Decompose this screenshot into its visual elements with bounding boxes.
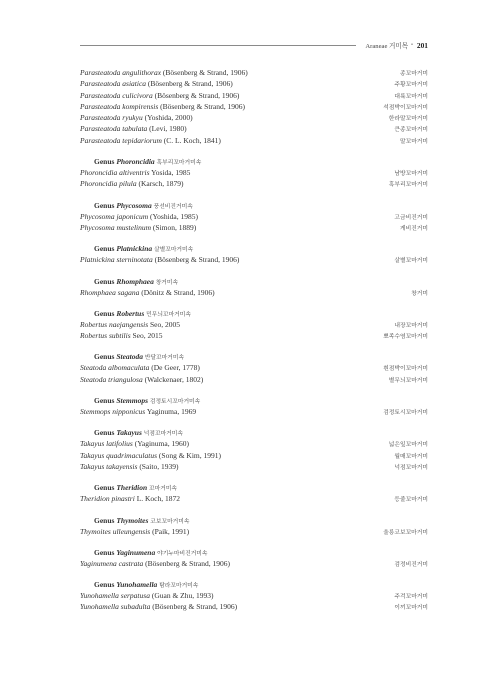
genus-korean-name: 탐라꼬마거미속 xyxy=(159,583,199,590)
species-row xyxy=(80,450,428,461)
species-name: Takayus takayensis xyxy=(80,461,138,471)
genus-label: Genus xyxy=(94,276,115,286)
species-korean-name: 게비진거미 xyxy=(400,225,428,232)
species-name: Thymoites ulleungensis xyxy=(80,526,151,536)
species-korean-name: 주걱꼬마거미 xyxy=(394,594,428,601)
species-name: Phoroncidia altiventris xyxy=(80,168,150,178)
genus-name: Takayus xyxy=(116,428,142,438)
genus-heading xyxy=(80,308,428,319)
genus-label: Genus xyxy=(94,352,115,362)
species-row xyxy=(80,90,428,101)
species-author: (Levi, 1980) xyxy=(149,124,187,134)
species-korean-name: 말꼬마거미 xyxy=(400,138,428,145)
species-scientific xyxy=(80,374,203,385)
species-scientific xyxy=(80,67,248,78)
species-row xyxy=(80,101,428,112)
species-scientific xyxy=(80,362,200,373)
genus-heading xyxy=(80,351,428,362)
genus-label: Genus xyxy=(94,200,115,210)
species-scientific xyxy=(80,330,163,341)
species-korean-name: 넓은잎꼬마거미 xyxy=(388,442,428,449)
species-korean-name: 내장꼬마거미 xyxy=(394,322,428,329)
species-row xyxy=(80,211,428,222)
genus-label: Genus xyxy=(94,547,115,557)
species-korean-name: 남방꼬마거미 xyxy=(394,171,428,178)
species-author: (Simon, 1889) xyxy=(152,222,197,232)
genus-heading xyxy=(80,547,428,558)
species-author: Seo, 2015 xyxy=(132,331,163,341)
species-korean-name: 넉점꼬마거미 xyxy=(394,464,428,471)
genus-name: Stemmops xyxy=(116,396,148,406)
species-scientific xyxy=(80,254,239,265)
species-name: Steatoda triangulosa xyxy=(80,374,143,384)
species-author: (C. L. Koch, 1841) xyxy=(163,135,221,145)
genus-korean-name: 창거미속 xyxy=(155,279,179,286)
genus-korean-name: 검정토시꼬마거미속 xyxy=(149,399,201,406)
species-author: (Bösenberg & Strand, 1906) xyxy=(154,255,240,265)
species-korean-name: 대륙꼬마거미 xyxy=(394,93,428,100)
species-name: Takayus latifolius xyxy=(80,439,133,449)
species-row xyxy=(80,135,428,146)
species-author: (Dönitz & Strand, 1906) xyxy=(141,287,215,297)
header-rule xyxy=(80,45,356,46)
genus-block xyxy=(80,200,428,234)
species-korean-name: 석점박이꼬마거미 xyxy=(383,104,428,111)
species-author: (Bösenberg & Strand, 1906) xyxy=(160,101,245,111)
species-korean-name: 월매꼬마거미 xyxy=(394,453,428,460)
species-author: (Song & Kim, 1991) xyxy=(158,450,221,460)
species-name: Takayus quadrimaculatus xyxy=(80,450,158,460)
genus-label: Genus xyxy=(94,580,115,590)
species-name: Phoroncidia pilula xyxy=(80,179,137,189)
genus-label: Genus xyxy=(94,157,115,167)
species-name: Parasteatoda kompirensis xyxy=(80,101,159,111)
species-scientific xyxy=(80,601,237,612)
species-scientific xyxy=(80,101,245,112)
species-name: Yaginumena castrata xyxy=(80,558,144,568)
genus-korean-name: 살별꼬마거미속 xyxy=(154,247,194,254)
genus-name: Platnickina xyxy=(116,244,153,254)
genus-korean-name: 꼬마거미속 xyxy=(149,486,178,493)
genus-block xyxy=(80,515,428,537)
species-row xyxy=(80,438,428,449)
species-scientific xyxy=(80,450,221,461)
species-row xyxy=(80,493,428,504)
species-korean-name: 고금비진거미 xyxy=(394,214,428,221)
genus-block xyxy=(80,427,428,472)
genus-block xyxy=(80,395,428,417)
species-name: Rhomphaea sagana xyxy=(80,287,140,297)
genus-block xyxy=(80,482,428,504)
species-row xyxy=(80,222,428,233)
species-author: L. Koch, 1872 xyxy=(136,494,181,504)
species-korean-name: 흰점박이꼬마거미 xyxy=(383,366,428,373)
species-row xyxy=(80,461,428,472)
species-korean-name: 뾰족수염꼬마거미 xyxy=(383,334,428,341)
species-author: (Bösenberg & Strand, 1906) xyxy=(162,68,248,77)
species-name: Stemmops nipponicus xyxy=(80,407,146,417)
species-korean-name: 등줄꼬마거미 xyxy=(394,497,428,504)
genus-name: Rhomphaea xyxy=(116,276,154,286)
genus-korean-name: 반달꼬마거미속 xyxy=(144,355,185,362)
species-name: Theridion pinastri xyxy=(80,494,135,504)
genus-label: Genus xyxy=(94,308,115,318)
genus-block xyxy=(80,351,428,385)
species-korean-name: 울릉코보꼬마거미 xyxy=(383,529,428,536)
species-row xyxy=(80,362,428,373)
genus-name: Robertus xyxy=(116,308,145,318)
species-author: (Walckenaer, 1802) xyxy=(144,374,204,384)
species-row xyxy=(80,590,428,601)
species-scientific xyxy=(80,222,196,233)
genus-heading xyxy=(80,243,428,254)
genus-heading xyxy=(80,482,428,493)
genus-korean-name: 혹부리꼬마거미속 xyxy=(156,160,202,167)
species-scientific xyxy=(80,167,190,178)
species-author: (Bösenberg & Strand, 1906) xyxy=(154,90,240,100)
species-name: Parasteatoda culicivora xyxy=(80,90,153,100)
species-scientific xyxy=(80,135,221,146)
species-name: Yunohamella subadulta xyxy=(80,602,151,612)
species-name: Parasteatoda tabulata xyxy=(80,124,148,134)
species-author: (Bösenberg & Strand, 1906) xyxy=(145,558,231,568)
genus-block xyxy=(80,243,428,265)
species-name: Phycosoma japonicum xyxy=(80,211,149,221)
genus-label: Genus xyxy=(94,483,115,493)
genus-name: Phycosoma xyxy=(116,200,152,210)
species-korean-name: 혹부리꼬마거미 xyxy=(388,182,428,189)
species-korean-name: 검정토시꼬마거미 xyxy=(383,410,428,417)
species-row xyxy=(80,406,428,417)
genus-heading xyxy=(80,156,428,167)
page-number: 201 xyxy=(416,40,428,50)
species-scientific xyxy=(80,590,213,601)
genus-block xyxy=(80,547,428,569)
species-name: Platnickina sterninotata xyxy=(80,255,153,265)
genus-heading xyxy=(80,427,428,438)
genus-heading xyxy=(80,515,428,526)
species-scientific xyxy=(80,319,180,330)
species-korean-name: 한라말꼬마거미 xyxy=(388,116,428,123)
genus-heading xyxy=(80,276,428,287)
species-author: (Saito, 1939) xyxy=(139,461,179,471)
species-name: Robertus subtilis xyxy=(80,331,131,341)
genus-korean-name: 풍선비진거미속 xyxy=(153,203,193,210)
genus-name: Theridion xyxy=(116,483,148,493)
species-author: Seo, 2005 xyxy=(150,319,180,329)
genus-name: Thymoites xyxy=(116,515,149,525)
species-name: Phycosoma mustelinum xyxy=(80,222,152,232)
species-row xyxy=(80,67,428,78)
genus-name: Steatoda xyxy=(116,352,143,362)
species-row xyxy=(80,287,428,298)
species-row xyxy=(80,123,428,134)
genus-name: Yaginumena xyxy=(116,547,156,557)
bullet-separator: • xyxy=(411,42,413,48)
species-row xyxy=(80,558,428,569)
species-row xyxy=(80,374,428,385)
species-scientific xyxy=(80,287,215,298)
genus-heading xyxy=(80,579,428,590)
species-korean-name: 검정비진거미 xyxy=(394,561,428,568)
species-scientific xyxy=(80,438,189,449)
species-row xyxy=(80,601,428,612)
genus-block xyxy=(80,67,428,146)
species-row xyxy=(80,254,428,265)
genus-korean-name: 코보꼬마거미속 xyxy=(150,518,190,525)
species-scientific xyxy=(80,178,183,189)
genus-korean-name: 민무늬꼬마거미속 xyxy=(146,311,191,318)
section-title: Araneae 거미목 xyxy=(365,43,409,50)
species-row xyxy=(80,112,428,123)
species-row xyxy=(80,167,428,178)
species-row xyxy=(80,319,428,330)
species-row xyxy=(80,526,428,537)
species-author: (Bösenberg & Strand, 1906) xyxy=(152,602,238,612)
species-scientific xyxy=(80,78,233,89)
species-korean-name: 별무늬꼬마거미 xyxy=(388,377,428,384)
species-korean-name: 이끼꼬마거미 xyxy=(394,605,428,612)
species-korean-name: 종꼬마거미 xyxy=(400,71,428,77)
running-header xyxy=(365,40,428,50)
species-author: (Bösenberg & Strand, 1906) xyxy=(147,79,233,89)
species-author: Yosida, 1985 xyxy=(151,168,191,178)
species-korean-name: 주황꼬마거미 xyxy=(394,82,428,89)
species-author: (Paik, 1991) xyxy=(152,526,190,536)
species-scientific xyxy=(80,558,230,569)
genus-label: Genus xyxy=(94,396,115,406)
species-author: (Karsch, 1879) xyxy=(138,179,184,189)
species-scientific xyxy=(80,112,193,123)
species-scientific xyxy=(80,90,239,101)
species-scientific xyxy=(80,123,187,134)
genus-korean-name: 야기누마비진거미속 xyxy=(157,550,208,557)
species-korean-name: 창거미 xyxy=(411,290,428,297)
species-name: Parasteatoda asiatica xyxy=(80,79,147,89)
species-row xyxy=(80,178,428,189)
species-name: Yunohamella serpatusa xyxy=(80,591,150,601)
genus-name: Phoroncidia xyxy=(116,157,155,167)
genus-label: Genus xyxy=(94,515,115,525)
species-scientific xyxy=(80,211,198,222)
genus-label: Genus xyxy=(94,428,115,438)
genus-block xyxy=(80,308,428,342)
genus-block xyxy=(80,579,428,613)
species-author: (Guan & Zhu, 1993) xyxy=(151,591,214,601)
genus-name: Yunohamella xyxy=(116,580,158,590)
species-scientific xyxy=(80,526,189,537)
species-name: Parasteatoda ryukyu xyxy=(80,113,143,123)
genus-label: Genus xyxy=(94,244,115,254)
species-scientific xyxy=(80,406,196,417)
species-name: Parasteatoda angulithorax xyxy=(80,68,162,77)
species-name: Parasteatoda tepidariorum xyxy=(80,135,162,145)
genus-heading xyxy=(80,395,428,406)
genus-korean-name: 넉점꼬마거미속 xyxy=(143,431,183,438)
species-name: Robertus naejangensis xyxy=(80,319,149,329)
species-row xyxy=(80,330,428,341)
genus-heading xyxy=(80,200,428,211)
species-korean-name: 살별꼬마거미 xyxy=(394,258,428,265)
species-name: Steatoda albomaculata xyxy=(80,363,150,373)
species-author: (Yaginuma, 1960) xyxy=(134,439,189,449)
species-author: (De Geer, 1778) xyxy=(151,363,200,373)
species-author: (Yoshida, 1985) xyxy=(150,211,198,221)
genus-block xyxy=(80,156,428,190)
species-checklist xyxy=(80,67,428,613)
species-author: Yaginuma, 1969 xyxy=(146,407,197,417)
species-author: (Yoshida, 2000) xyxy=(144,113,193,123)
species-row xyxy=(80,78,428,89)
species-scientific xyxy=(80,493,180,504)
species-scientific xyxy=(80,461,178,472)
genus-block xyxy=(80,276,428,298)
species-korean-name: 큰종꼬마거미 xyxy=(394,127,428,134)
